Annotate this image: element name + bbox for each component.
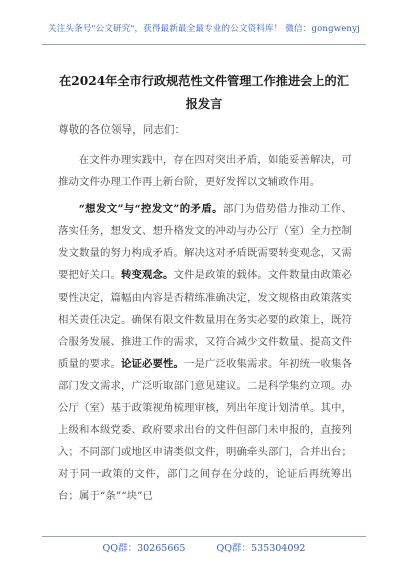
paragraph-contradiction-1: [58, 198, 352, 507]
footer-qq-group-2: QQ群：535304092: [216, 543, 306, 554]
paragraph-text: 文件是政策的载体。文件数量由政策必要性决定，篇幅由内容是否精练准确决定，发文规格由政策落实相关责任决定。确保有限文件数量用在务实必要的政策上，既符合服务发展、推进工作的需求，又符合减少文件数量、提高文件质量的要求。: [58, 269, 352, 370]
paragraph-text: 一是广泛收集需求。年初统一收集各部门发文需求，广泛听取部门意见建议。二是科学集约立项。办公厅（室）基于政策视角梳理审核，列出年度计划清单。其中，上级和本级党委、政府要求出台的文件但部门未申报的，直接列入；不同部门或地区申请类似文件，明确牵头部门，合并出台；对于同一政策的文件，部门之间存在分歧的，论证后再统筹出台；属于“条”“块”已: [58, 357, 352, 503]
header-divider: [42, 44, 366, 45]
greeting: 尊敬的各位领导，同志们：: [58, 124, 186, 136]
paragraph-intro: 在文件办理实践中，存在四对突出矛盾，如能妥善解决，可推动文件办理工作再上新台阶，更好发挥以文辅政作用。: [58, 154, 352, 189]
footer-divider: [42, 536, 366, 537]
section-heading: “想发文”与“控发文”的矛盾。: [78, 203, 223, 216]
top-banner: 关注头条号"公文研究"，获得最新最全最专业的公文资料库！ 微信：gongwenyj: [48, 24, 360, 34]
subheading-change-mindset: 转变观念。: [121, 269, 174, 282]
footer: [0, 540, 408, 554]
paragraph-text: 部门为借势借力推动工作、落实任务，想发文、想升格发文的冲动与办公厅（室）全力控制发文数量的努力构成矛盾。解决这对矛盾既需要转变观念，又需要把好关口。: [58, 203, 352, 282]
footer-qq-group-1: QQ群：30265665: [102, 543, 186, 554]
subheading-necessity: 论证必要性。: [121, 357, 184, 370]
document-body: [58, 149, 352, 508]
page-title: 在2024年全市行政规范性文件管理工作推进会上的汇报发言: [59, 74, 349, 111]
